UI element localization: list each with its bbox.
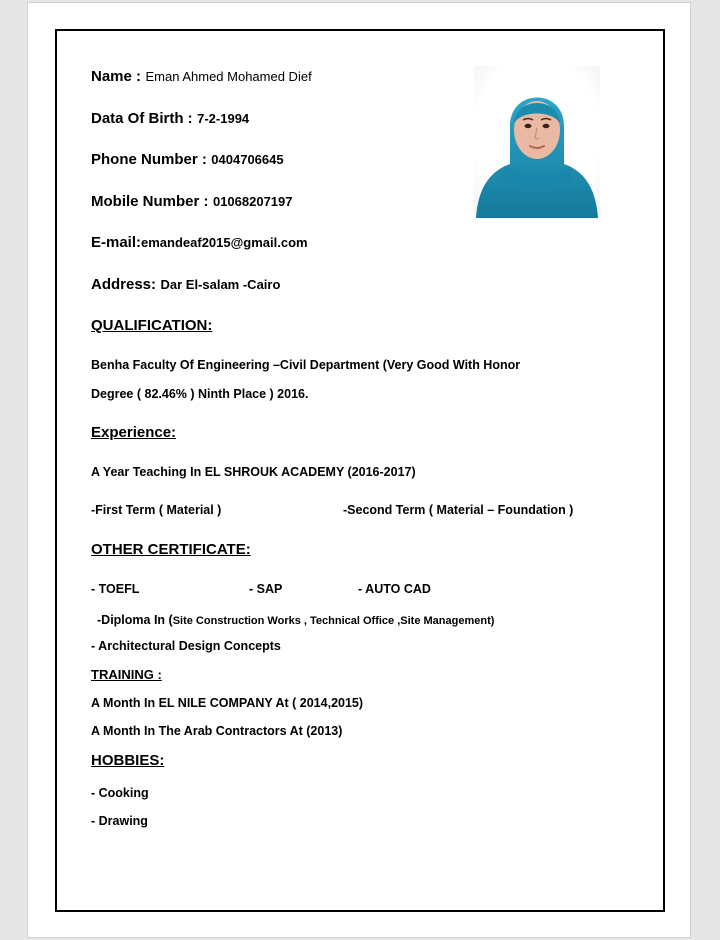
qualification-line-2: Degree ( 82.46% ) Ninth Place ) 2016. xyxy=(91,387,309,401)
address-label: Address: xyxy=(91,276,157,293)
email-row xyxy=(91,234,308,252)
diploma-detail: Site Construction Works , Technical Office ,Site Management) xyxy=(172,615,495,627)
phone-row xyxy=(91,151,284,169)
hobby-drawing: - Drawing xyxy=(91,814,148,828)
dob-value: 7-2-1994 xyxy=(197,111,250,126)
phone-label: Phone Number : xyxy=(91,151,207,168)
hobby-cooking: - Cooking xyxy=(91,786,149,800)
mobile-row xyxy=(91,193,293,211)
certificate-autocad: - AUTO CAD xyxy=(358,582,431,596)
portrait-illustration xyxy=(474,66,600,218)
diploma-label: -Diploma In ( xyxy=(97,613,173,627)
training-line-2: A Month In The Arab Contractors At (2013) xyxy=(91,724,343,738)
email-value[interactable]: emandeaf2015@gmail.com xyxy=(141,235,308,250)
address-value: Dar El-salam -Cairo xyxy=(160,277,281,292)
certificate-toefl: - TOEFL xyxy=(91,582,140,596)
training-heading: TRAINING : xyxy=(91,667,162,682)
experience-term-2: -Second Term ( Material – Foundation ) xyxy=(343,503,574,517)
email-label: E-mail: xyxy=(91,234,142,251)
certificate-sap: - SAP xyxy=(249,582,283,596)
experience-line-1: A Year Teaching In EL SHROUK ACADEMY (2016-2017) xyxy=(91,465,416,479)
qualification-heading: QUALIFICATION: xyxy=(91,317,213,334)
training-line-1: A Month In EL NILE COMPANY At ( 2014,2015) xyxy=(91,696,364,710)
experience-heading: Experience: xyxy=(91,424,177,441)
certificates-heading: OTHER CERTIFICATE: xyxy=(91,541,251,558)
qualification-line-1: Benha Faculty Of Engineering –Civil Department (Very Good With Honor xyxy=(91,358,521,372)
certificate-diploma xyxy=(97,611,494,629)
certificate-architectural: - Architectural Design Concepts xyxy=(91,639,281,653)
experience-term-1: -First Term ( Material ) xyxy=(91,503,222,517)
dob-row xyxy=(91,110,249,128)
dob-label: Data Of Birth : xyxy=(91,110,193,127)
name-label: Name : xyxy=(91,68,142,85)
address-row xyxy=(91,276,280,294)
name-row xyxy=(91,68,312,86)
hobbies-heading: HOBBIES: xyxy=(91,752,165,769)
profile-photo xyxy=(474,66,600,218)
mobile-value: 01068207197 xyxy=(212,194,293,209)
name-value: Eman Ahmed Mohamed Dief xyxy=(145,69,312,84)
mobile-label: Mobile Number : xyxy=(91,193,209,210)
phone-value: 0404706645 xyxy=(211,152,284,167)
